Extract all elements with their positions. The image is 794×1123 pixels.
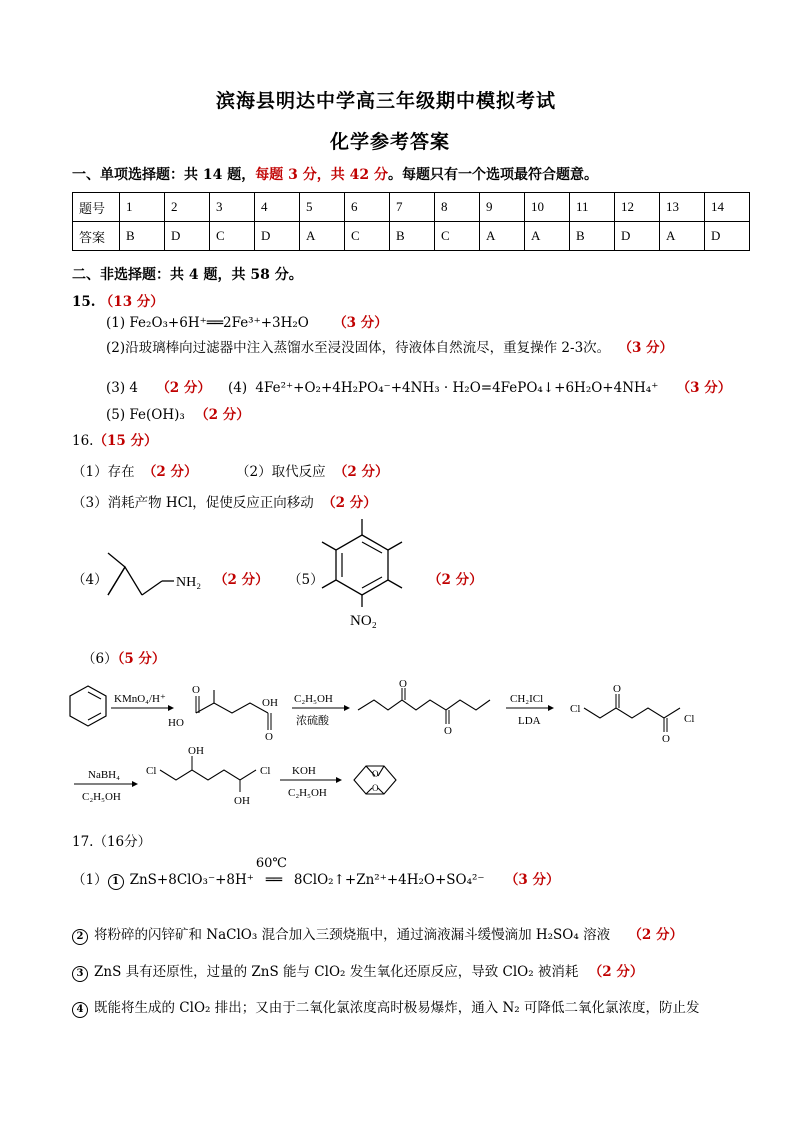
nitro-group: NO₂ [350,613,377,629]
q17-a4-text: 既能将生成的 ClO₂ 排出；又由于二氧化氯浓度高时极易爆炸，通入 N₂ 可降低二氧化氯浓度，防止发 [94,1000,700,1016]
q15-answer-2 [106,336,673,356]
chloro-label: Cl [570,703,581,715]
q15-a3-text: (3) 4 [106,380,139,396]
q17-a2-text: 将粉碎的闪锌矿和 NaClO₃ 混合加入三颈烧瓶中，通过滴液漏斗缓慢滴加 H₂SO₄ 溶液 [94,927,611,943]
q16-a1-text: （1）存在 [72,464,135,480]
q15-a2-text: (2)沿玻璃棒向过滤器中注入蒸馏水至浸没固体，待液体自然流尽，重复操作 2-3次。 [106,340,611,356]
table-cell: 2 [165,193,210,222]
chloro-label: Cl [260,765,271,777]
reagent-sulfuric: 浓硫酸 [296,715,329,727]
table-cell: B [570,222,615,251]
table-cell: C [210,222,255,251]
hydroxyl-oh: OH [262,697,278,709]
q15-answer-1 [106,311,388,331]
q16-answer-3 [72,491,377,511]
table-cell: 3 [210,193,255,222]
table-cell: 5 [300,193,345,222]
nitro-aromatic-structure [310,515,420,633]
part2-heading: 二、非选择题：共 4 题，共 58 分。 [72,267,303,283]
carbonyl-o: O [613,683,621,695]
q15-a4-text: 4Fe²⁺+O₂+4H₂PO₄⁻+4NH₃ · H₂O=4FePO₄↓+6H₂O+4NH₄⁺ [255,380,659,396]
amine-group: NH₂ [176,575,202,590]
reagent-lda: LDA [518,715,541,727]
table-cell: B [120,222,165,251]
reagent-ethanol-2: C₂H₅OH [82,791,121,803]
q17-a3-score: （2 分） [588,964,644,980]
table-cell: 13 [660,193,705,222]
q15-score: （13 分） [99,294,164,310]
q17-header: 17.（16分） [72,834,152,850]
table-cell: D [705,222,750,251]
part1-heading-b: 。每题只有一个选项最符合题意。 [387,167,598,183]
circled-number-1: 1 [108,874,124,890]
carbonyl-o: O [192,684,200,696]
q16-a4-score: （2 分） [214,572,269,588]
q16-answer-2 [236,460,388,480]
table-cell: 1 [120,193,165,222]
table-cell: 10 [525,193,570,222]
page-title: 滨海县明达中学高三年级期中模拟考试 [216,90,557,112]
hydroxyl-oh: OH [234,795,250,807]
table-cell: A [525,222,570,251]
part1-heading-a: 一、单项选择题：共 14 题， [72,167,256,183]
q15-answer-3 [106,376,211,396]
q16-a6-score: （5 分） [117,651,166,667]
table-cell: 14 [705,193,750,222]
part1-heading-red: 每题 3 分，共 42 分 [255,167,388,183]
reagent-ethanol: C₂H₅OH [294,693,333,705]
succinic-acid-structure [196,690,268,713]
table-row-numbers [73,193,750,222]
q17-answer-4 [72,996,700,1018]
circled-number-4: 4 [72,1002,88,1018]
table-cell: 6 [345,193,390,222]
q15-a3-score: （2 分） [156,380,211,396]
q15-label: 15. [72,294,96,310]
reagent-ethanol-3: C₂H₅OH [288,787,327,799]
q16-a2-score: （2 分） [333,464,389,480]
carbonyl-o: O [662,733,670,745]
table-cell: D [255,222,300,251]
q15-a5-text: (5) Fe(OH)₃ [106,407,185,423]
table-cell: 12 [615,193,660,222]
q16-header [72,429,157,449]
diketone-structure [584,708,680,718]
reagent-koh: KOH [292,765,316,777]
table-cell: 9 [480,193,525,222]
table-cell: C [345,222,390,251]
table-cell: A [480,222,525,251]
table-cell: B [390,222,435,251]
q16-a1-score: （2 分） [142,464,198,480]
q16-a2-text: （2）取代反应 [236,464,326,480]
table-row-answers [73,222,750,251]
temperature-label: 60℃ [255,856,287,871]
synthesis-route [66,678,736,828]
q17-answer-2 [72,923,683,945]
q16-a5-label: （5） [288,572,324,588]
q15-a4-score: （3 分） [676,380,732,396]
ether-o: O [372,769,379,779]
table-cell: A [660,222,705,251]
reagent-nabh4: NaBH₄ [88,769,120,781]
hydroxyl-oh: OH [188,745,204,757]
q16-score: （15 分） [93,433,158,449]
chloro-label: Cl [684,713,695,725]
q16-a5-score: （2 分） [428,572,483,588]
q16-label: 16. [72,433,94,449]
q17-a1-score: （3 分） [504,872,560,888]
carbonyl-o: O [444,725,452,737]
reagent-kmno4: KMnO₄/H⁺ [114,693,166,705]
q15-a1-score: （3 分） [333,315,388,331]
row-label-number: 题号 [73,193,120,222]
circled-number-3: 3 [72,966,88,982]
reagent-ch2icl: CH₂ICl [510,693,544,705]
q15-answer-5 [106,403,250,423]
table-cell: 11 [570,193,615,222]
table-cell: C [435,222,480,251]
q16-a6-label: （6） [82,651,118,667]
q17-answer-1 [72,856,560,890]
diethyl-succinate-structure [358,700,490,710]
q15-a2-score: （3 分） [618,340,674,356]
part1-heading [72,164,598,184]
q17-a1-eq-right: 8ClO₂↑+Zn²⁺+4H₂O+SO₄²⁻ [293,872,485,888]
isobutylamine-structure [100,545,210,605]
q16-a3-score: （2 分） [322,495,377,511]
row-label-answer: 答案 [73,222,120,251]
diol-structure [160,770,256,780]
reaction-condition: 60℃ ══ [255,856,287,888]
table-cell: 4 [255,193,300,222]
q17-a2-score: （2 分） [628,927,683,943]
ether-o: O [372,783,379,793]
q16-a6-header [82,647,165,667]
q17-a1-eq-left: ZnS+8ClO₃⁻+8H⁺ [129,872,254,888]
q16-a4-label: （4） [72,572,108,588]
carbonyl-o: O [265,731,273,743]
q17-a1-label: （1） [72,872,108,888]
q15-header [72,290,164,310]
chloro-label: Cl [146,765,157,777]
cyclohexadiene-structure [70,686,106,726]
table-cell: 8 [435,193,480,222]
q17-a3-text: ZnS 具有还原性，过量的 ZnS 能与 ClO₂ 发生氧化还原反应，导致 ClO₂ 被消耗 [94,964,579,980]
q17-answer-3 [72,960,643,982]
table-cell: D [615,222,660,251]
q15-a5-score: （2 分） [195,407,250,423]
table-cell: D [165,222,210,251]
q16-a3-text: （3）消耗产物 HCl，促使反应正向移动 [72,495,314,511]
answer-table [72,192,750,251]
carbonyl-o: O [399,678,407,690]
q15-a4-label: (4) [228,380,248,396]
page-subtitle: 化学参考答案 [330,131,451,153]
hydroxyl-ho: HO [168,717,184,729]
q16-answer-1 [72,460,197,480]
q15-answer-4 [228,376,731,396]
circled-number-2: 2 [72,929,88,945]
table-cell: 7 [390,193,435,222]
q15-a1-text: (1) Fe₂O₃+6H⁺══2Fe³⁺+3H₂O [106,315,309,331]
table-cell: A [300,222,345,251]
